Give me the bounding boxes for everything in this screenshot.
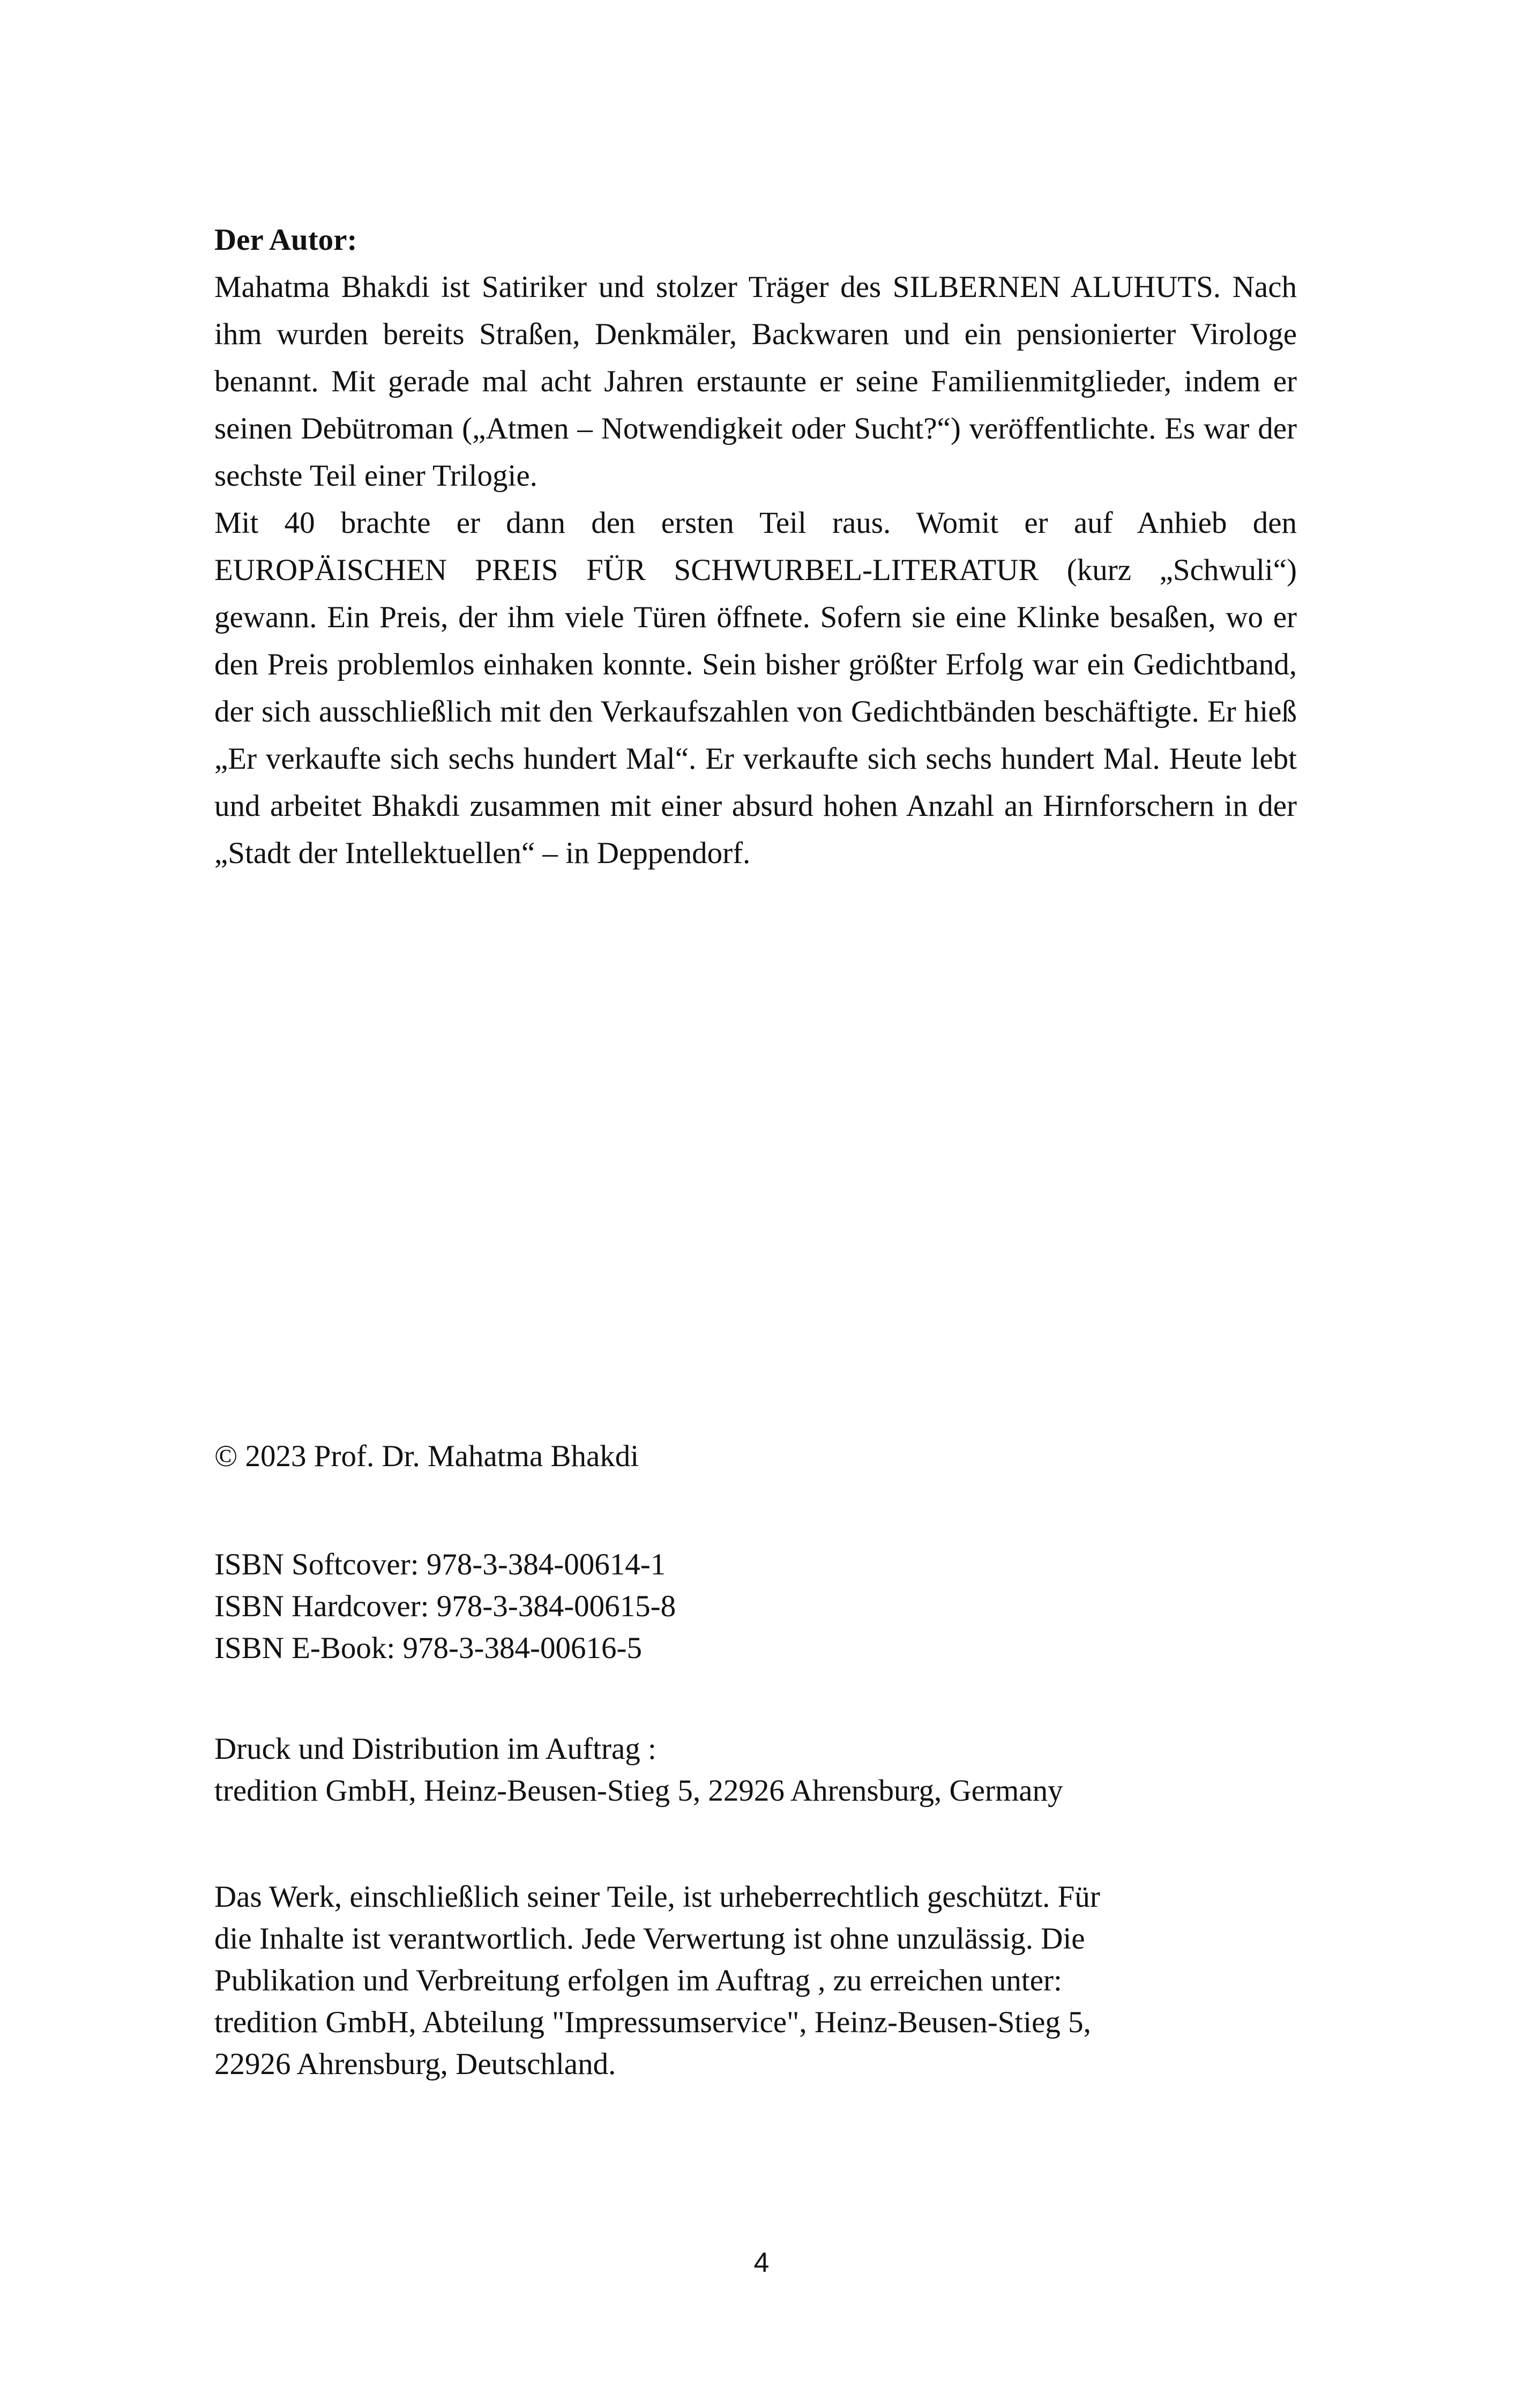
isbn-list	[214, 1544, 1308, 1669]
distribution-info	[214, 1728, 1308, 1812]
copyright-notice	[214, 1436, 1308, 1477]
publisher-address: tredition GmbH, Heinz-Beusen-Stieg 5, 22926 Ahrensburg, Germany	[214, 1774, 1063, 1808]
legal-notice-line: Publikation und Verbreitung erfolgen im Auftrag , zu erreichen unter:	[214, 1964, 1062, 1997]
author-bio	[214, 217, 1297, 877]
isbn-hardcover: ISBN Hardcover: 978-3-384-00615-8	[214, 1589, 676, 1623]
isbn-ebook: ISBN E-Book: 978-3-384-00616-5	[214, 1631, 642, 1665]
copyright-line: © 2023 Prof. Dr. Mahatma Bhakdi	[214, 1439, 639, 1473]
legal-notice-line: die Inhalte ist verantwortlich. Jede Verwertung ist ohne unzulässig. Die	[214, 1922, 1085, 1956]
distribution-line: Druck und Distribution im Auftrag :	[214, 1732, 656, 1766]
legal-notice-line: tredition GmbH, Abteilung "Impressumservice", Heinz-Beusen-Stieg 5,	[214, 2005, 1091, 2039]
author-heading: Der Autor:	[214, 223, 357, 257]
page-number: 4	[753, 2247, 770, 2278]
isbn-softcover: ISBN Softcover: 978-3-384-00614-1	[214, 1548, 666, 1581]
author-paragraph: Mahatma Bhakdi ist Satiriker und stolzer Träger des SILBERNEN ALUHUTS. Nach ihm wurden bereits Straßen, Denkmäler, Backwaren und ein pensionierter Virologe benannt. Mit gerade mal acht Jahren erstaunte er seine Familienmitglieder, indem er seinen Debütroman („Atmen – Notwendigkeit oder Sucht?“) veröffentlichte. Es war der sechste Teil einer Trilogie.	[214, 270, 1297, 493]
author-paragraph: Mit 40 brachte er dann den ersten Teil raus. Womit er auf Anhieb den EUROPÄISCHEN PREIS FÜR SCHWURBEL-LITERATUR (kurz „Schwuli“) gewann. Ein Preis, der ihm viele Türen öffnete. Sofern sie eine Klinke besaßen, wo er den Preis problemlos einhaken konnte. Sein bisher größter Erfolg war ein Gedichtband, der sich ausschließlich mit den Verkaufszahlen von Gedichtbänden beschäftigte. Er hieß „Er verkaufte sich sechs hundert Mal“. Er verkaufte sich sechs hundert Mal. Heute lebt und arbeitet Bhakdi zusammen mit einer absurd hohen Anzahl an Hirnforschern in der „Stadt der Intellektuellen“ – in Deppendorf.	[214, 506, 1297, 870]
legal-notice-line: 22926 Ahrensburg, Deutschland.	[214, 2047, 616, 2081]
legal-notice-line: Das Werk, einschließlich seiner Teile, ist urheberrechtlich geschützt. Für	[214, 1880, 1100, 1914]
legal-notice	[214, 1876, 1308, 2085]
